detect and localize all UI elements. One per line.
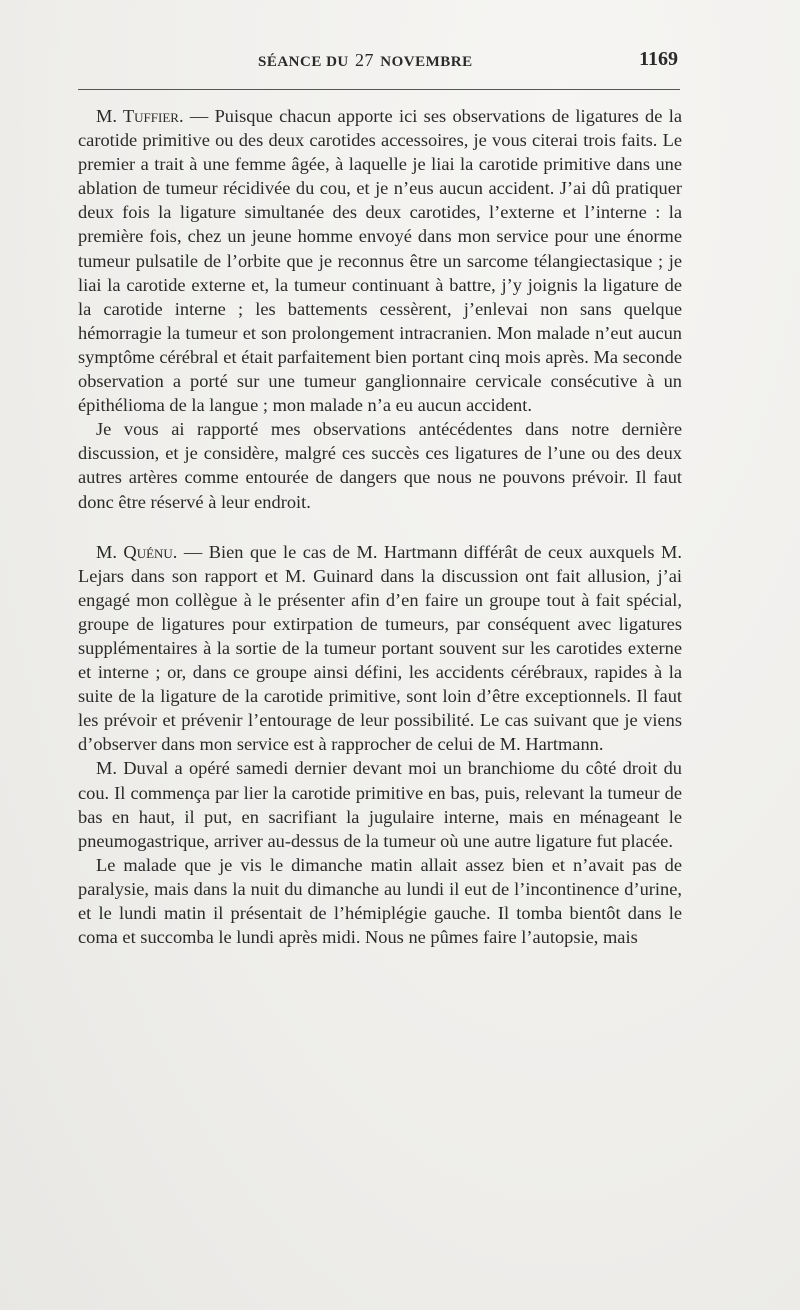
paragraph-tuffier-continued [78, 417, 682, 513]
page-number: 1169 [639, 48, 678, 70]
speaker-name: M. Quénu. [96, 541, 178, 562]
running-head-post: NOVEMBRE [380, 54, 473, 70]
page-header [78, 50, 678, 76]
running-head [258, 50, 473, 71]
header-rule [78, 89, 680, 90]
paragraph-text: Le malade que je vis le dimanche matin allait assez bien et n’avait pas de paralysie, mais dans la nuit du dimanche au lundi il eut de l’incontinence d’urine, et le lundi matin il présentait de l’hémiplégie gauche. Il tomba bientôt dans le coma et succomba le lundi après midi. Nous ne pûmes faire l’autopsie, mais [78, 854, 682, 948]
paragraph-duval [78, 756, 682, 852]
body-text [78, 104, 682, 949]
speaker-name: M. Tuffier. [96, 106, 184, 126]
paragraph-malade [78, 853, 682, 949]
paragraph-quenu [78, 540, 682, 757]
paragraph-text: Je vous ai rapporté mes observations antécédentes dans notre dernière discussion, et je considère, malgré ces succès ces ligatures de l’une ou des deux autres artères comme entourée de dangers que nous ne pouvons prévoir. Il faut donc être réservé à leur endroit. [78, 419, 682, 512]
running-head-day: 27 [355, 50, 375, 70]
paragraph-text: — Bien que le cas de M. Hartmann différât de ceux auxquels M. Lejars dans son rapport et M. Guinard dans la discussion ont fait allusion, j’ai engagé mon collègue à le présenter afin d’en faire un groupe tout à fait spécial, groupe de ligatures pour extirpation de tumeurs, par conséquent avec ligatures supplémentaires à la sortie de la tumeur portant souvent sur les carotides externe et interne ; or, dans ce groupe ainsi défini, les accidents cérébraux, rapides à la suite de la ligature de la carotide primitive, sont loin d’être exceptionnels. Il faut les prévoir et prévenir l’entourage de leur possibilité. Le cas suivant que je viens d’observer dans mon service est à rapprocher de celui de M. Hartmann. [78, 541, 682, 755]
running-head-pre: SÉANCE DU [258, 54, 349, 70]
paragraph-tuffier [78, 104, 682, 417]
paragraph-text: M. Duval a opéré samedi dernier devant moi un branchiome du côté droit du cou. Il commença par lier la carotide primitive en bas, puis, relevant la tumeur de bas en haut, il put, en sacrifiant la jugulaire interne, mais en ménageant le pneumogastrique, arriver au-dessus de la tumeur où une autre ligature fut placée. [78, 758, 682, 851]
paragraph-text: — Puisque chacun apporte ici ses observations de ligatures de la carotide primitive ou des deux carotides accessoires, je vous citerai trois faits. Le premier a trait à une femme âgée, à laquelle je liai la carotide primitive dans une ablation de tumeur récidivée du cou, et je n’eus aucun accident. J’ai dû pratiquer deux fois la ligature simultanée des deux carotides, l’externe et l’interne : la première fois, chez un jeune homme envoyé dans mon service pour une énorme tumeur pulsatile de l’orbite que je reconnus être un sarcome télangiectasique ; je liai la carotide externe et, la tumeur continuant à battre, j’y joignis la ligature de la carotide interne ; les battements cessèrent, j’enlevai non sans quelque hémorragie la tumeur et son prolongement intracranien. Mon malade n’eut aucun symptôme cérébral et était parfaitement bien portant cinq mois après. Ma seconde observation a porté sur une tumeur ganglionnaire cervicale consécutive à un épithélioma de la langue ; mon malade n’a eu aucun accident. [78, 106, 682, 416]
